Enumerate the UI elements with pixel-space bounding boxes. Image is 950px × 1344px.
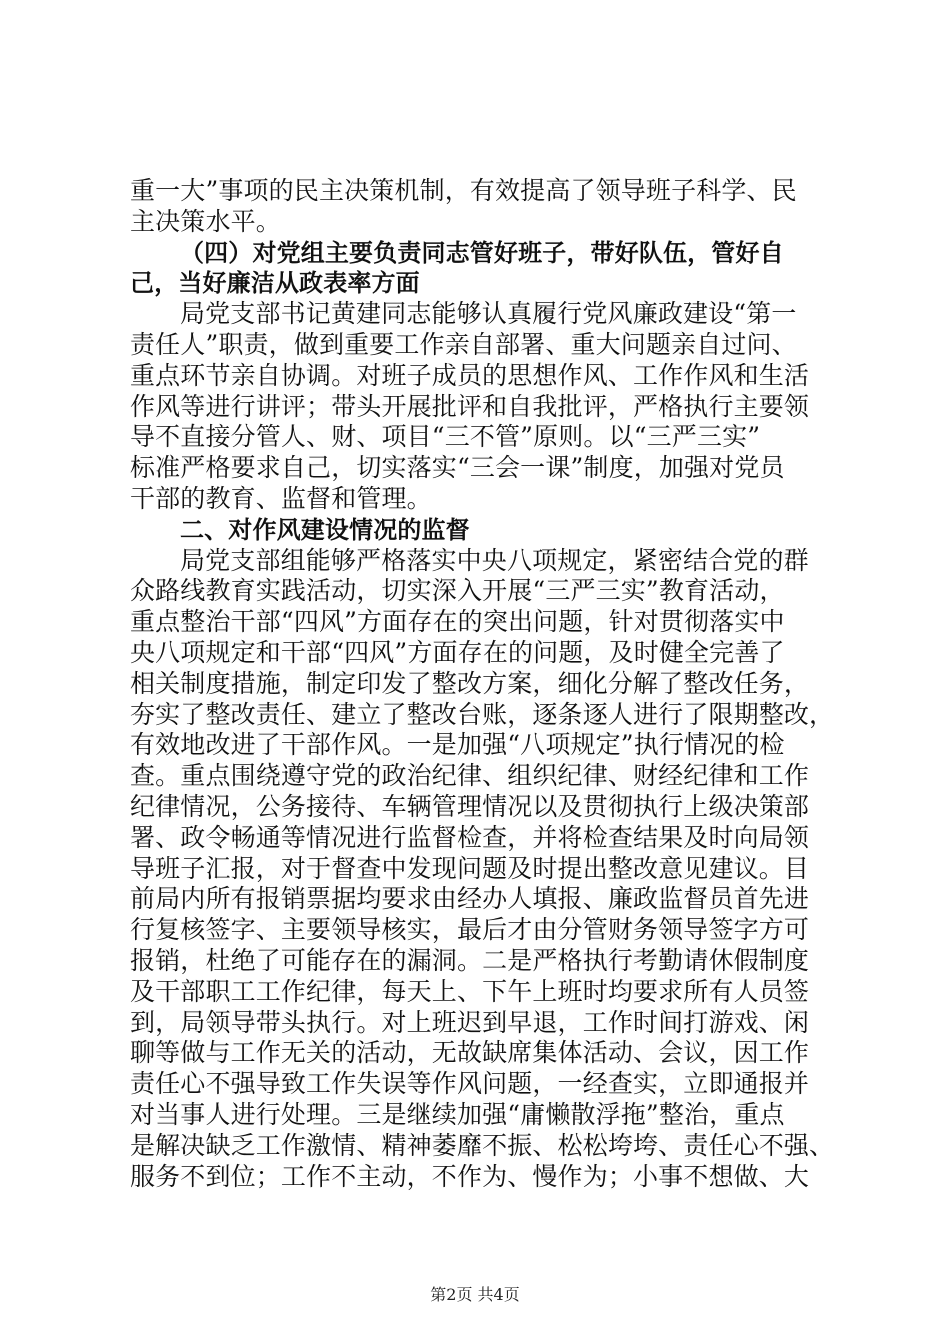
paragraph-line: 导班子汇报，对于督查中发现问题及时提出整改意见建议。目	[130, 853, 810, 883]
paragraph-line: 夯实了整改责任、建立了整改台账，逐条逐人进行了限期整改，	[130, 699, 835, 729]
paragraph-line: 相关制度措施，制定印发了整改方案，细化分解了整改任务，	[130, 668, 810, 698]
paragraph-line: 纪律情况，公务接待、车辆管理情况以及贯彻执行上级决策部	[130, 791, 810, 821]
paragraph-line: 责任人”职责，做到重要工作亲自部署、重大问题亲自过问、	[130, 329, 797, 359]
section-heading-line: 己，当好廉洁从政表率方面	[130, 269, 420, 298]
paragraph-line: 及干部职工工作纪律，每天上、下午上班时均要求所有人员签	[130, 976, 810, 1006]
document-body	[130, 176, 835, 1192]
paragraph-line: 对当事人进行处理。三是继续加强“庸懒散浮拖”整治，重点	[130, 1099, 785, 1129]
paragraph-line: 局党支部组能够严格落实中央八项规定，紧密结合党的群	[180, 545, 809, 575]
paragraph-line: 干部的教育、监督和管理。	[130, 483, 432, 513]
paragraph-line: 重一大”事项的民主决策机制，有效提高了领导班子科学、民	[130, 176, 797, 205]
paragraph-line: 标准严格要求自己，切实落实“三会一课”制度，加强对党员	[130, 453, 785, 483]
paragraph-line: 重点整治干部“四风”方面存在的突出问题，针对贯彻落实中	[130, 607, 785, 637]
paragraph-line: 有效地改进了干部作风。一是加强“八项规定”执行情况的检	[130, 730, 785, 760]
paragraph-line: 行复核签字、主要领导核实，最后才由分管财务领导签字方可	[130, 915, 810, 945]
paragraph-line: 服务不到位；工作不主动，不作为、慢作为；小事不想做、大	[130, 1161, 810, 1191]
section-heading-line: （四）对党组主要负责同志管好班子，带好队伍，管好自	[180, 238, 784, 267]
paragraph-line: 众路线教育实践活动，切实深入开展“三严三实”教育活动，	[130, 576, 785, 606]
paragraph-line: 局党支部书记黄建同志能够认真履行党风廉政建设“第一	[180, 299, 797, 329]
paragraph-line: 主决策水平。	[130, 206, 281, 236]
paragraph-line: 重点环节亲自协调。对班子成员的思想作风、工作作风和生活	[130, 360, 810, 390]
paragraph-line: 到，局领导带头执行。对上班迟到早退，工作时间打游戏、闲	[130, 1007, 810, 1037]
paragraph-line: 聊等做与工作无关的活动，无故缺席集体活动、会议，因工作	[130, 1038, 810, 1068]
paragraph-line: 前局内所有报销票据均要求由经办人填报、廉政监督员首先进	[130, 884, 810, 914]
paragraph-line: 责任心不强导致工作失误等作风问题，一经查实，立即通报并	[130, 1069, 810, 1099]
paragraph-line: 署、政令畅通等情况进行监督检查，并将检查结果及时向局领	[130, 822, 810, 852]
paragraph-line: 央八项规定和干部“四风”方面存在的问题，及时健全完善了	[130, 637, 785, 667]
paragraph-line: 作风等进行讲评；带头开展批评和自我批评，严格执行主要领	[130, 391, 810, 421]
section-heading-line: 二、对作风建设情况的监督	[180, 515, 470, 544]
paragraph-line: 查。重点围绕遵守党的政治纪律、组织纪律、财经纪律和工作	[130, 761, 810, 791]
paragraph-line: 报销，杜绝了可能存在的漏洞。二是严格执行考勤请休假制度	[130, 945, 810, 975]
page-number-footer: 第2页 共4页	[430, 1285, 520, 1304]
paragraph-line: 是解决缺乏工作激情、精神萎靡不振、松松垮垮、责任心不强、	[130, 1130, 835, 1160]
paragraph-line: 导不直接分管人、财、项目“三不管”原则。以“三严三实”	[130, 422, 761, 452]
